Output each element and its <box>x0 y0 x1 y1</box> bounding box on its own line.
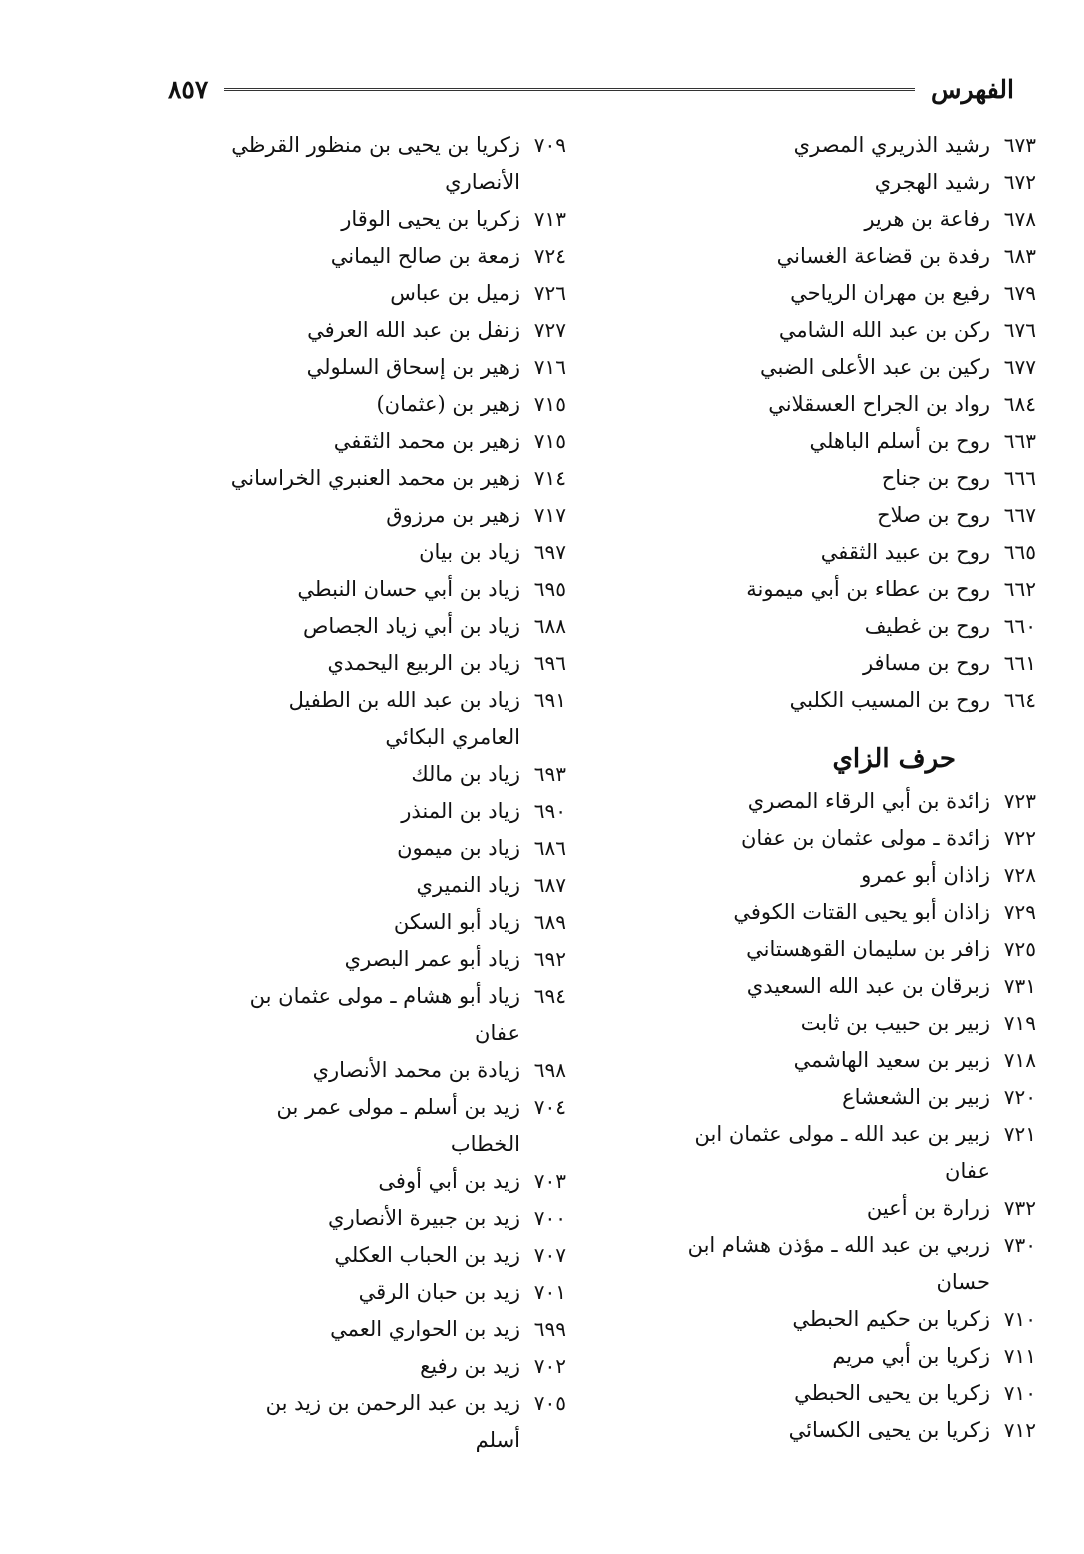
entry-name: رشيد الذريري المصري <box>793 133 990 157</box>
entry-number: ٦٩٤ <box>533 984 566 1008</box>
index-entry <box>676 931 1036 968</box>
entry-number: ٧٢٢ <box>1003 826 1036 850</box>
entry-name: زمعة بن صالح اليماني <box>330 244 520 268</box>
index-entry <box>226 1052 566 1089</box>
index-entry <box>226 497 566 534</box>
entry-number: ٧١٠ <box>1003 1381 1036 1405</box>
index-entry <box>226 1348 566 1385</box>
index-entry <box>226 201 566 238</box>
entry-name: زياد بن أبي حسان النبطي <box>297 577 520 601</box>
index-entry <box>226 756 566 793</box>
right-bottom-list <box>676 783 1036 1449</box>
index-entry <box>226 238 566 275</box>
entry-name: زيد بن رفيع <box>420 1354 520 1378</box>
entry-name: زرارة بن أعين <box>866 1196 990 1220</box>
entry-number: ٧٠٩ <box>533 133 566 157</box>
running-header <box>168 72 1014 106</box>
left-list <box>226 127 566 1459</box>
entry-name: زياد بن عبد الله بن الطفيل العامري البكائي <box>288 688 520 749</box>
entry-number: ٧١٧ <box>533 503 566 527</box>
entry-name: روح بن عطاء بن أبي ميمونة <box>746 577 990 601</box>
entry-name: زكريا بن يحيى الكسائي <box>788 1418 990 1442</box>
entry-number: ٦٦٧ <box>1003 503 1036 527</box>
entry-number: ٦٧٣ <box>1003 133 1036 157</box>
entry-name: زهير بن (عثمان) <box>376 392 520 416</box>
entry-name: رشيد الهجري <box>874 170 990 194</box>
index-entry <box>676 423 1036 460</box>
index-entry <box>676 857 1036 894</box>
index-entry <box>226 1274 566 1311</box>
index-entry <box>676 1227 1036 1301</box>
index-entry <box>676 1375 1036 1412</box>
entry-name: رفيع بن مهران الرياحي <box>790 281 990 305</box>
index-entry <box>226 534 566 571</box>
entry-name: روح بن أسلم الباهلي <box>809 429 990 453</box>
entry-name: زياد بن بيان <box>419 540 520 564</box>
index-entry <box>676 127 1036 164</box>
entry-number: ٧١٢ <box>1003 1418 1036 1442</box>
index-entry <box>676 1079 1036 1116</box>
entry-name: روح بن غطيف <box>864 614 990 638</box>
index-entry <box>226 1385 566 1459</box>
header-title: الفهرس <box>930 74 1014 104</box>
entry-name: زياد أبو عمر البصري <box>344 947 520 971</box>
entry-number: ٧١١ <box>1003 1344 1036 1368</box>
index-entry <box>226 608 566 645</box>
entry-name: روح بن المسيب الكلبي <box>789 688 990 712</box>
index-entry <box>676 968 1036 1005</box>
index-entry <box>676 534 1036 571</box>
entry-number: ٦٩٢ <box>533 947 566 971</box>
entry-name: زائدة ـ مولى عثمان بن عفان <box>740 826 990 850</box>
entry-name: زهير بن مرزوق <box>386 503 520 527</box>
entry-number: ٦٦٢ <box>1003 577 1036 601</box>
index-entry <box>676 497 1036 534</box>
index-entry <box>676 238 1036 275</box>
entry-number: ٦٩٩ <box>533 1317 566 1341</box>
entry-name: زهير بن إسحاق السلولي <box>306 355 520 379</box>
index-entry <box>676 645 1036 682</box>
entry-number: ٦٦١ <box>1003 651 1036 675</box>
entry-name: زياد أبو السكن <box>393 910 520 934</box>
index-entry <box>676 820 1036 857</box>
entry-name: زهير بن محمد الثقفي <box>333 429 520 453</box>
entry-name: زيد بن حبان الرقي <box>358 1280 520 1304</box>
entry-name: زاذان أبو يحيى القتات الكوفي <box>733 900 990 924</box>
entry-name: زيد بن الحباب العكلي <box>334 1243 520 1267</box>
index-entry <box>226 1237 566 1274</box>
entry-number: ٧٣٠ <box>1003 1233 1036 1257</box>
entry-name: رفاعة بن هرير <box>864 207 990 231</box>
entry-number: ٧٠٠ <box>533 1206 566 1230</box>
entry-number: ٦٧٨ <box>1003 207 1036 231</box>
entry-name: روح بن جناح <box>881 466 990 490</box>
index-entry <box>226 386 566 423</box>
entry-number: ٧١٩ <box>1003 1011 1036 1035</box>
entry-name: زبرقان بن عبد الله السعيدي <box>746 974 990 998</box>
entry-name: زكريا بن يحيى بن منظور القرظي الأنصاري <box>231 133 520 194</box>
entry-number: ٦٩٨ <box>533 1058 566 1082</box>
index-entry <box>676 894 1036 931</box>
index-entry <box>226 904 566 941</box>
entry-name: زربي بن عبد الله ـ مؤذن هشام ابن حسان <box>687 1233 990 1294</box>
index-entry <box>676 1412 1036 1449</box>
entry-number: ٦٦٦ <box>1003 466 1036 490</box>
entry-name: زهير بن محمد العنبري الخراساني <box>230 466 520 490</box>
index-entry <box>226 349 566 386</box>
index-entry <box>226 127 566 201</box>
entry-number: ٦٩١ <box>533 688 566 712</box>
index-entry <box>226 1200 566 1237</box>
index-entry <box>676 1042 1036 1079</box>
index-entry <box>676 783 1036 820</box>
entry-name: ركين بن عبد الأعلى الضبي <box>760 355 990 379</box>
entry-number: ٦٩٦ <box>533 651 566 675</box>
entry-name: رفدة بن قضاعة الغساني <box>776 244 990 268</box>
entry-number: ٧٢٨ <box>1003 863 1036 887</box>
entry-name: روح بن مسافر <box>862 651 990 675</box>
entry-name: روح بن صلاح <box>877 503 990 527</box>
entry-number: ٧٢٣ <box>1003 789 1036 813</box>
entry-number: ٧١٨ <box>1003 1048 1036 1072</box>
entry-name: زيد بن أسلم ـ مولى عمر بن الخطاب <box>276 1095 520 1156</box>
index-entry <box>226 460 566 497</box>
entry-name: زبير بن سعيد الهاشمي <box>793 1048 990 1072</box>
index-entry <box>226 1311 566 1348</box>
entry-number: ٧٠٣ <box>533 1169 566 1193</box>
index-entry <box>226 941 566 978</box>
entry-name: زيد بن جبيرة الأنصاري <box>328 1206 520 1230</box>
entry-number: ٧٣٢ <box>1003 1196 1036 1220</box>
entry-number: ٧١٤ <box>533 466 566 490</box>
entry-name: زبير بن الشعشاع <box>842 1085 990 1109</box>
index-entry <box>676 164 1036 201</box>
entry-number: ٦٧٩ <box>1003 281 1036 305</box>
entry-number: ٦٦٤ <box>1003 688 1036 712</box>
page-number: ٨٥٧ <box>168 74 209 104</box>
entry-name: زيد بن الحواري العمي <box>330 1317 520 1341</box>
entry-name: زكريا بن أبي مريم <box>832 1344 990 1368</box>
index-entry <box>676 608 1036 645</box>
entry-number: ٦٨٦ <box>533 836 566 860</box>
index-entry <box>226 1089 566 1163</box>
entry-name: زيادة بن محمد الأنصاري <box>312 1058 520 1082</box>
entry-name: زياد بن ميمون <box>397 836 520 860</box>
entry-number: ٧٢٩ <box>1003 900 1036 924</box>
index-entry <box>676 1338 1036 1375</box>
entry-number: ٧٢١ <box>1003 1122 1036 1146</box>
entry-number: ٦٦٣ <box>1003 429 1036 453</box>
entry-name: روح بن عبيد الثقفي <box>820 540 990 564</box>
index-entry <box>676 460 1036 497</box>
entry-name: زيد بن عبد الرحمن بن زيد بن أسلم <box>265 1391 520 1452</box>
entry-number: ٧١٠ <box>1003 1307 1036 1331</box>
index-entry <box>676 1116 1036 1190</box>
entry-name: زنفل بن عبد الله العرفي <box>307 318 520 342</box>
header-rule <box>224 88 915 91</box>
entry-number: ٧٢٧ <box>533 318 566 342</box>
entry-name: زيد بن أبي أوفى <box>378 1169 520 1193</box>
entry-number: ٦٧٦ <box>1003 318 1036 342</box>
entry-name: زافر بن سليمان القوهستاني <box>746 937 990 961</box>
entry-number: ٧٠٥ <box>533 1391 566 1415</box>
index-entry <box>226 1163 566 1200</box>
index-entry <box>676 275 1036 312</box>
right-top-list <box>676 127 1036 719</box>
entry-number: ٧٢٤ <box>533 244 566 268</box>
entry-number: ٦٩٠ <box>533 799 566 823</box>
entry-number: ٦٧٧ <box>1003 355 1036 379</box>
index-entry <box>226 312 566 349</box>
entry-name: زكريا بن حكيم الحبطي <box>792 1307 990 1331</box>
entry-number: ٦٨٩ <box>533 910 566 934</box>
entry-name: زياد النميري <box>416 873 520 897</box>
entry-number: ٧٠١ <box>533 1280 566 1304</box>
entry-name: زياد بن الربيع اليحمدي <box>327 651 520 675</box>
entry-number: ٦٩٥ <box>533 577 566 601</box>
entry-number: ٦٨٧ <box>533 873 566 897</box>
entry-number: ٦٦٥ <box>1003 540 1036 564</box>
index-entry <box>676 1005 1036 1042</box>
index-entry <box>676 312 1036 349</box>
entry-name: زميل بن عباس <box>390 281 520 305</box>
entry-name: زبير بن حبيب بن ثابت <box>800 1011 990 1035</box>
entry-number: ٦٩٧ <box>533 540 566 564</box>
entry-name: زبير بن عبد الله ـ مولى عثمان ابن عفان <box>694 1122 990 1183</box>
entry-number: ٧٠٤ <box>533 1095 566 1119</box>
entry-number: ٦٨٨ <box>533 614 566 638</box>
index-entry <box>676 1301 1036 1338</box>
entry-name: زياد بن أبي زياد الجصاص <box>303 614 520 638</box>
index-entry <box>676 1190 1036 1227</box>
index-entry <box>226 793 566 830</box>
entry-number: ٦٨٤ <box>1003 392 1036 416</box>
index-entry <box>226 978 566 1052</box>
entry-name: زياد أبو هشام ـ مولى عثمان بن عفان <box>249 984 520 1045</box>
entry-number: ٦٧٢ <box>1003 170 1036 194</box>
entry-name: زياد بن المنذر <box>401 799 520 823</box>
entry-name: زكريا بن يحيى الوقار <box>341 207 520 231</box>
entry-number: ٧١٣ <box>533 207 566 231</box>
index-entry <box>676 201 1036 238</box>
entry-number: ٦٨٣ <box>1003 244 1036 268</box>
entry-number: ٧٢٠ <box>1003 1085 1036 1109</box>
index-entry <box>676 386 1036 423</box>
entry-number: ٧٠٧ <box>533 1243 566 1267</box>
right-column <box>676 127 1036 1449</box>
left-column <box>226 127 566 1459</box>
entry-name: زكريا بن يحيى الحبطي <box>794 1381 990 1405</box>
entry-name: زاذان أبو عمرو <box>861 863 990 887</box>
section-heading: حرف الزاي <box>832 744 956 774</box>
index-entry <box>676 349 1036 386</box>
entry-number: ٦٦٠ <box>1003 614 1036 638</box>
entry-number: ٧٠٢ <box>533 1354 566 1378</box>
entry-number: ٧١٦ <box>533 355 566 379</box>
index-entry <box>226 830 566 867</box>
entry-number: ٧٣١ <box>1003 974 1036 998</box>
entry-number: ٦٩٣ <box>533 762 566 786</box>
entry-name: زائدة بن أبي الرقاء المصري <box>747 789 990 813</box>
index-entry <box>226 423 566 460</box>
entry-number: ٧١٥ <box>533 429 566 453</box>
entry-number: ٧٢٥ <box>1003 937 1036 961</box>
index-entry <box>226 275 566 312</box>
entry-name: رواد بن الجراح العسقلاني <box>768 392 990 416</box>
entry-name: زياد بن مالك <box>411 762 520 786</box>
index-entry <box>676 682 1036 719</box>
entry-number: ٧٢٦ <box>533 281 566 305</box>
index-entry <box>226 682 566 756</box>
index-entry <box>226 571 566 608</box>
index-entry <box>226 645 566 682</box>
entry-number: ٧١٥ <box>533 392 566 416</box>
entry-name: ركن بن عبد الله الشامي <box>778 318 990 342</box>
index-entry <box>676 571 1036 608</box>
index-entry <box>226 867 566 904</box>
